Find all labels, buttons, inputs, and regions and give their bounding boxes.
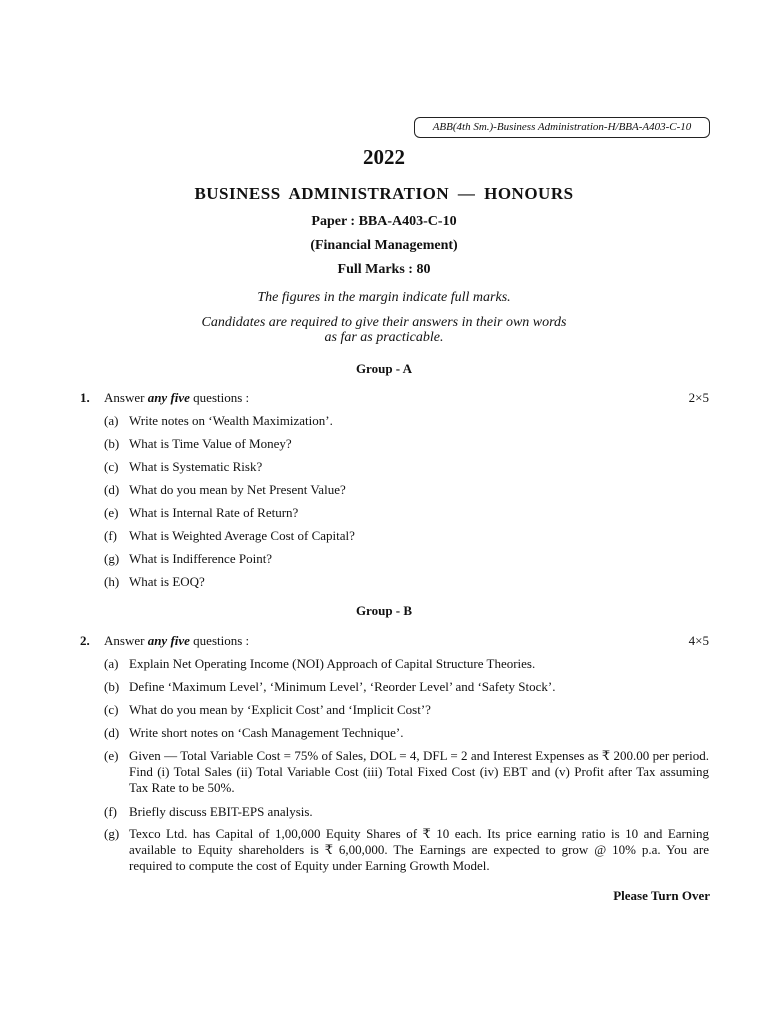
instruction-pre: Answer: [104, 390, 145, 405]
item-text: Briefly discuss EBIT-EPS analysis.: [129, 804, 313, 819]
margin-note: The figures in the margin indicate full marks.: [257, 290, 511, 305]
item-label: (b): [104, 679, 120, 694]
item-label: (a): [104, 656, 119, 671]
instruction-post: questions :: [193, 390, 250, 405]
list-item: [104, 725, 404, 741]
item-label: (e): [104, 748, 119, 763]
item-label: (c): [104, 459, 119, 474]
list-item: [104, 413, 333, 429]
paper-code-box: ABB(4th Sm.)-Business Administration-H/BBA-A403-C-10: [414, 117, 710, 138]
item-text: What is Weighted Average Cost of Capital?: [129, 528, 355, 543]
instruction-emphasis: any five: [147, 633, 190, 648]
list-item: [104, 748, 709, 796]
list-item: [104, 656, 535, 672]
item-text: What is Indifference Point?: [129, 551, 273, 566]
full-marks: Full Marks : 80: [337, 262, 431, 277]
item-label: (f): [104, 804, 117, 819]
instruction-pre: Answer: [104, 633, 145, 648]
instruction-emphasis: any five: [147, 390, 190, 405]
own-words-note-line-1: Candidates are required to give their answers in their own words: [201, 315, 567, 330]
group-b-title: Group - B: [355, 603, 413, 618]
paper-code: Paper : BBA-A403-C-10: [311, 214, 457, 229]
group-a-title: Group - A: [355, 361, 413, 376]
own-words-note: [0, 315, 768, 345]
list-item: [104, 459, 262, 475]
item-text: What is EOQ?: [129, 574, 205, 589]
list-item: [104, 804, 313, 820]
list-item: [104, 528, 355, 544]
item-text: Define ‘Maximum Level’, ‘Minimum Level’, ‘Reorder Level’ and ‘Safety Stock’.: [129, 679, 556, 694]
item-text: Write short notes on ‘Cash Management Technique’.: [129, 725, 404, 740]
item-label: (h): [104, 574, 120, 589]
list-item: [104, 482, 346, 498]
item-label: (e): [104, 505, 119, 520]
question-1-number: 1.: [80, 390, 90, 405]
item-text: What is Time Value of Money?: [129, 436, 292, 451]
list-item: [104, 436, 292, 452]
list-item: [104, 679, 555, 695]
item-label: (a): [104, 413, 119, 428]
item-text: What is Systematic Risk?: [129, 459, 263, 474]
item-label: (b): [104, 436, 120, 451]
list-item: [104, 574, 205, 590]
list-item: [104, 702, 431, 718]
own-words-note-line-2: as far as practicable.: [324, 330, 444, 345]
item-text: What do you mean by ‘Explicit Cost’ and ‘Implicit Cost’?: [129, 702, 431, 717]
question-1-instruction: [104, 390, 249, 406]
instruction-post: questions :: [193, 633, 250, 648]
item-text: Given — Total Variable Cost = 75% of Sales, DOL = 4, DFL = 2 and Interest Expenses as ₹ 200.00 per period. Find (i) Total Sales (ii) Total Variable Cost (iii) Total Fixed Cost (iv) EBT and (v) Profit after Tax assuming Tax Rate to be 50%.: [129, 748, 709, 795]
paper-title: (Financial Management): [310, 238, 458, 253]
item-label: (d): [104, 725, 120, 740]
item-text: What is Internal Rate of Return?: [129, 505, 299, 520]
question-1-marks: 2×5: [688, 390, 709, 405]
item-text: Write notes on ‘Wealth Maximization’.: [129, 413, 333, 428]
subject-title: BUSINESS ADMINISTRATION — HONOURS: [194, 184, 574, 203]
item-label: (d): [104, 482, 120, 497]
question-2-number: 2.: [80, 633, 90, 648]
item-label: (c): [104, 702, 119, 717]
item-text: Texco Ltd. has Capital of 1,00,000 Equity Shares of ₹ 10 each. Its price earning ratio is 10 and Earning available to Equity shareholders is ₹ 6,00,000. The Earnings are expected to grow @ 10% p.a. You are required to compute the cost of Equity under Earning Growth Model.: [129, 826, 709, 873]
please-turn-over: Please Turn Over: [613, 888, 710, 903]
list-item: [104, 826, 709, 874]
question-2-marks: 4×5: [688, 633, 709, 648]
item-label: (g): [104, 826, 120, 841]
item-text: What do you mean by Net Present Value?: [129, 482, 346, 497]
item-label: (g): [104, 551, 120, 566]
question-2-instruction: [104, 633, 249, 649]
exam-year: 2022: [363, 145, 405, 169]
list-item: [104, 551, 272, 567]
item-text: Explain Net Operating Income (NOI) Approach of Capital Structure Theories.: [129, 656, 536, 671]
list-item: [104, 505, 298, 521]
item-label: (f): [104, 528, 117, 543]
